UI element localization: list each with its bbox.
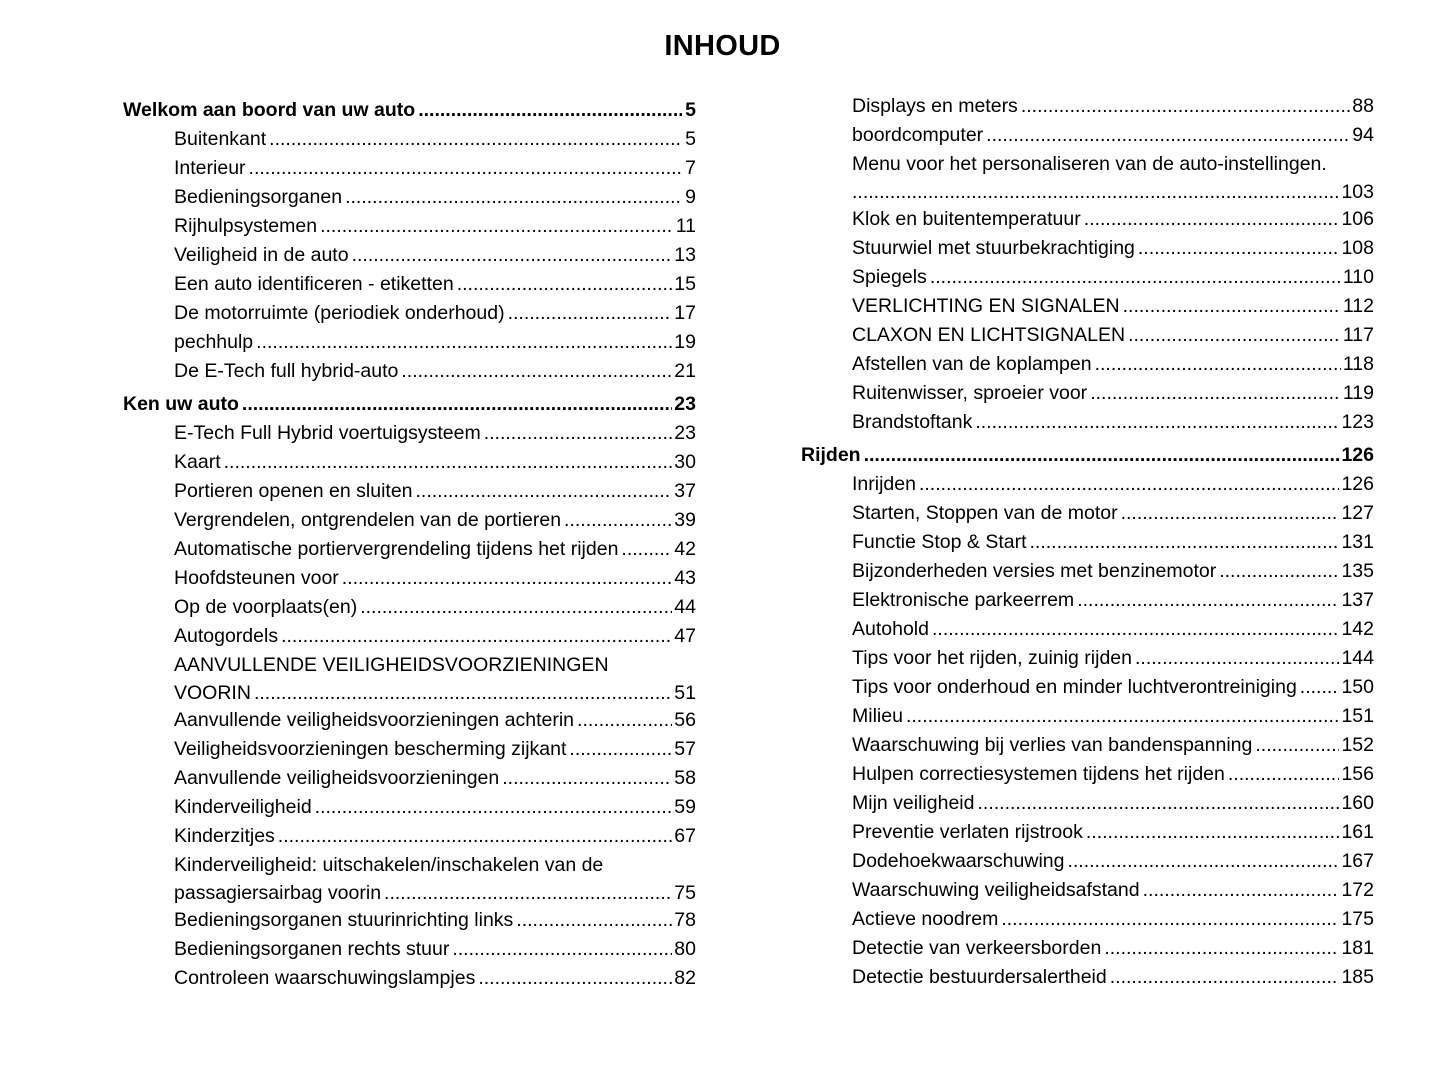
toc-entry[interactable] xyxy=(123,125,696,154)
toc-entry[interactable] xyxy=(801,702,1374,731)
toc-entry[interactable] xyxy=(123,764,696,793)
toc-column-right xyxy=(801,92,1374,992)
toc-page-number: 131 xyxy=(1341,531,1374,553)
toc-entry-label: Waarschuwing bij verlies van bandenspanning xyxy=(852,734,1253,756)
toc-entry-label: Afstellen van de koplampen xyxy=(852,353,1092,375)
toc-page-number: 44 xyxy=(674,596,696,618)
dot-leader xyxy=(564,506,672,535)
toc-entry[interactable] xyxy=(123,299,696,328)
toc-entry[interactable] xyxy=(123,535,696,564)
dot-leader xyxy=(1300,673,1340,702)
dot-leader xyxy=(342,564,673,593)
dot-leader xyxy=(269,125,682,154)
toc-page-number: 23 xyxy=(674,393,696,415)
toc-entry-label: Een auto identificeren - etiketten xyxy=(174,273,454,295)
toc-entry-label: Inrijden xyxy=(852,473,916,495)
toc-entry-label: Hulpen correctiesystemen tijdens het rijden xyxy=(852,763,1225,785)
dot-leader xyxy=(242,390,672,419)
toc-page-number: 47 xyxy=(674,625,696,647)
toc-page-number: 13 xyxy=(674,244,696,266)
dot-leader xyxy=(986,121,1350,150)
toc-entry-label: Veiligheidsvoorzieningen bescherming zijkant xyxy=(174,738,567,760)
toc-entry-label-continued: passagiersairbag voorin xyxy=(174,882,382,904)
toc-entry-label: Elektronische parkeerrem xyxy=(852,589,1075,611)
toc-entry[interactable] xyxy=(801,350,1374,379)
toc-entry-continuation xyxy=(852,179,1374,205)
dot-leader xyxy=(384,880,672,906)
toc-page-number: 17 xyxy=(674,302,696,324)
dot-leader xyxy=(457,270,673,299)
toc-page-number: 43 xyxy=(674,567,696,589)
toc-entry[interactable] xyxy=(801,499,1374,528)
toc-entry[interactable] xyxy=(801,615,1374,644)
dot-leader xyxy=(516,906,672,935)
dot-leader xyxy=(1030,528,1340,557)
toc-entry-label: Op de voorplaats(en) xyxy=(174,596,358,618)
toc-entry[interactable] xyxy=(801,876,1374,905)
toc-chapter-label: Ken uw auto xyxy=(123,393,239,415)
toc-page-number: 58 xyxy=(674,767,696,789)
toc-page-number: 118 xyxy=(1342,353,1374,375)
dot-leader xyxy=(621,535,672,564)
toc-entry[interactable] xyxy=(123,212,696,241)
toc-page-number: 123 xyxy=(1341,411,1374,433)
toc-entry[interactable] xyxy=(123,241,696,270)
toc-page-number: 7 xyxy=(685,157,696,179)
toc-entry[interactable] xyxy=(123,593,696,622)
toc-entry[interactable] xyxy=(801,789,1374,818)
toc-entry[interactable] xyxy=(123,154,696,183)
dot-leader xyxy=(1067,847,1339,876)
toc-page-number: 88 xyxy=(1352,95,1374,117)
toc-page-number: 59 xyxy=(674,796,696,818)
toc-entry-label: Aanvullende veiligheidsvoorzieningen achterin xyxy=(174,709,575,731)
dot-leader xyxy=(906,702,1340,731)
toc-entry-label: VERLICHTING EN SIGNALEN xyxy=(852,295,1120,317)
toc-entry[interactable] xyxy=(801,470,1374,499)
toc-page-number: 175 xyxy=(1341,908,1374,930)
dot-leader xyxy=(1084,205,1340,234)
dot-leader xyxy=(315,793,673,822)
page-title: INHOUD xyxy=(664,30,781,62)
toc-entry-label: Vergrendelen, ontgrendelen van de portieren xyxy=(174,509,562,531)
dot-leader xyxy=(254,680,672,706)
toc-page-number: 137 xyxy=(1341,589,1374,611)
toc-page-number: 119 xyxy=(1342,382,1374,404)
toc-page-number: 42 xyxy=(674,538,696,560)
dot-leader xyxy=(1128,321,1341,350)
dot-leader xyxy=(278,822,673,851)
toc-entry[interactable] xyxy=(123,419,696,448)
toc-entry-label: Waarschuwing veiligheidsafstand xyxy=(852,879,1140,901)
toc-page-number: 5 xyxy=(685,128,696,150)
dot-leader xyxy=(478,964,672,993)
toc-page-number: 30 xyxy=(674,451,696,473)
toc-entry-label: Brandstoftank xyxy=(852,411,973,433)
toc-page-number: 112 xyxy=(1342,295,1374,317)
toc-chapter-entry[interactable] xyxy=(801,441,1374,470)
toc-entry-label: Aanvullende veiligheidsvoorzieningen xyxy=(174,767,500,789)
toc-entry[interactable] xyxy=(801,905,1374,934)
toc-entry[interactable] xyxy=(801,150,1374,205)
toc-page-number: 172 xyxy=(1341,879,1374,901)
toc-column-left xyxy=(123,96,696,993)
toc-page-number: 150 xyxy=(1341,676,1374,698)
toc-entry-label: Kinderzitjes xyxy=(174,825,275,847)
toc-entry-label: CLAXON EN LICHTSIGNALEN xyxy=(852,324,1126,346)
toc-entry[interactable] xyxy=(801,673,1374,702)
toc-page-number: 103 xyxy=(1341,181,1374,203)
toc-page-number: 57 xyxy=(674,738,696,760)
dot-leader xyxy=(502,764,672,793)
dot-leader xyxy=(1090,379,1341,408)
dot-leader xyxy=(281,622,672,651)
toc-entry-label: Bedieningsorganen rechts stuur xyxy=(174,938,450,960)
toc-page-number: 156 xyxy=(1341,763,1374,785)
toc-page-number: 110 xyxy=(1342,266,1374,288)
dot-leader xyxy=(864,441,1340,470)
toc-entry-label: Portieren openen en sluiten xyxy=(174,480,413,502)
toc-entry[interactable] xyxy=(801,234,1374,263)
toc-entry-label: Functie Stop & Start xyxy=(852,531,1027,553)
toc-entry-label: E-Tech Full Hybrid voertuigsysteem xyxy=(174,422,481,444)
toc-page-number: 185 xyxy=(1341,966,1374,988)
toc-entry-label: Klok en buitentemperatuur xyxy=(852,208,1081,230)
dot-leader xyxy=(416,477,673,506)
dot-leader xyxy=(919,470,1339,499)
toc-page-number: 39 xyxy=(674,509,696,531)
dot-leader xyxy=(569,735,672,764)
toc-entry-label: De E-Tech full hybrid-auto xyxy=(174,360,399,382)
toc-page-number: 21 xyxy=(674,360,696,382)
toc-entry[interactable] xyxy=(801,528,1374,557)
toc-page-number: 181 xyxy=(1341,937,1374,959)
toc-chapter-label: Welkom aan boord van uw auto xyxy=(123,99,416,121)
toc-entry-label: Menu voor het personaliseren van de auto-instellingen. xyxy=(852,153,1327,175)
dot-leader xyxy=(224,448,673,477)
toc-entry[interactable] xyxy=(123,964,696,993)
toc-page-number: 80 xyxy=(674,938,696,960)
toc-entry-label: Buitenkant xyxy=(174,128,267,150)
toc-entry[interactable] xyxy=(123,935,696,964)
toc-entry-label: Autogordels xyxy=(174,625,279,647)
toc-entry-label: Kinderveiligheid: uitschakelen/inschakelen van de xyxy=(174,854,604,876)
dot-leader xyxy=(1021,92,1350,121)
toc-entry-label: Interieur xyxy=(174,157,246,179)
toc-entry-label: Actieve noodrem xyxy=(852,908,999,930)
toc-entry[interactable] xyxy=(123,822,696,851)
dot-leader xyxy=(484,419,673,448)
toc-entry-label: Ruitenwisser, sproeier voor xyxy=(852,382,1088,404)
dot-leader xyxy=(1123,292,1341,321)
toc-entry[interactable] xyxy=(801,379,1374,408)
toc-page-number: 23 xyxy=(674,422,696,444)
toc-entry-continuation xyxy=(174,880,696,906)
dot-leader xyxy=(352,241,673,270)
toc-entry-label: AANVULLENDE VEILIGHEIDSVOORZIENINGEN xyxy=(174,654,609,676)
toc-page-number: 82 xyxy=(674,967,696,989)
toc-page-number: 67 xyxy=(674,825,696,847)
dot-leader xyxy=(1228,760,1340,789)
toc-page-number: 126 xyxy=(1341,444,1374,466)
toc-entry-label: boordcomputer xyxy=(852,124,984,146)
toc-page-number: 108 xyxy=(1341,237,1374,259)
toc-page-number: 37 xyxy=(674,480,696,502)
dot-leader xyxy=(1104,934,1339,963)
toc-page-number: 160 xyxy=(1341,792,1374,814)
dot-leader xyxy=(320,212,674,241)
toc-entry[interactable] xyxy=(123,448,696,477)
dot-leader xyxy=(249,154,682,183)
toc-entry[interactable] xyxy=(801,644,1374,673)
toc-entry[interactable] xyxy=(123,270,696,299)
toc-entry[interactable] xyxy=(801,557,1374,586)
toc-page-number: 56 xyxy=(674,709,696,731)
dot-leader xyxy=(1255,731,1339,760)
toc-page-number: 15 xyxy=(674,273,696,295)
dot-leader xyxy=(1143,876,1340,905)
toc-entry-label: Autohold xyxy=(852,618,929,640)
toc-entry-label: Displays en meters xyxy=(852,95,1018,117)
toc-page-number: 106 xyxy=(1341,208,1374,230)
toc-page-number: 167 xyxy=(1341,850,1374,872)
toc-page-number: 5 xyxy=(685,99,696,121)
dot-leader xyxy=(1138,234,1340,263)
dot-leader xyxy=(977,789,1339,818)
dot-leader xyxy=(577,706,672,735)
toc-entry[interactable] xyxy=(801,321,1374,350)
toc-page-number: 117 xyxy=(1342,324,1374,346)
dot-leader xyxy=(1135,644,1339,673)
dot-leader xyxy=(1086,818,1340,847)
toc-entry[interactable] xyxy=(123,506,696,535)
toc-entry-label: Kinderveiligheid xyxy=(174,796,312,818)
toc-entry-label: Detectie bestuurdersalertheid xyxy=(852,966,1107,988)
dot-leader xyxy=(1110,963,1340,992)
toc-entry-label: Tips voor onderhoud en minder luchtverontreiniging xyxy=(852,676,1297,698)
toc-entry-continuation xyxy=(174,680,696,706)
dot-leader xyxy=(401,357,672,386)
toc-entry-label: pechhulp xyxy=(174,331,254,353)
toc-entry[interactable] xyxy=(801,847,1374,876)
toc-entry[interactable] xyxy=(801,92,1374,121)
toc-entry-label: Bedieningsorganen xyxy=(174,186,343,208)
toc-page-number: 161 xyxy=(1341,821,1374,843)
toc-entry[interactable] xyxy=(123,622,696,651)
toc-entry-label: Milieu xyxy=(852,705,903,727)
toc-entry-label: Rijhulpsystemen xyxy=(174,215,318,237)
toc-entry-label: Spiegels xyxy=(852,266,927,288)
dot-leader xyxy=(1219,557,1339,586)
toc-entry-label: Detectie van verkeersborden xyxy=(852,937,1102,959)
toc-entry[interactable] xyxy=(123,564,696,593)
toc-entry[interactable] xyxy=(801,760,1374,789)
toc-page-number: 126 xyxy=(1341,473,1374,495)
toc-entry-label-continued: VOORIN xyxy=(174,682,251,704)
toc-page-number: 11 xyxy=(675,215,696,237)
toc-entry[interactable] xyxy=(801,731,1374,760)
toc-entry-label: Mijn veiligheid xyxy=(852,792,975,814)
toc-entry[interactable] xyxy=(801,292,1374,321)
dot-leader xyxy=(452,935,672,964)
toc-entry-label: Kaart xyxy=(174,451,221,473)
toc-entry[interactable] xyxy=(801,934,1374,963)
toc-entry[interactable] xyxy=(123,357,696,386)
dot-leader xyxy=(1121,499,1340,528)
toc-page-number: 151 xyxy=(1341,705,1374,727)
toc-page-number: 152 xyxy=(1341,734,1374,756)
toc-entry[interactable] xyxy=(801,963,1374,992)
dot-leader xyxy=(1095,350,1341,379)
toc-page-number: 142 xyxy=(1341,618,1374,640)
dot-leader xyxy=(852,179,1339,205)
dot-leader xyxy=(930,263,1341,292)
toc-entry-label: Preventie verlaten rijstrook xyxy=(852,821,1083,843)
toc-entry-label: Dodehoekwaarschuwing xyxy=(852,850,1065,872)
toc-entry-label: Tips voor het rijden, zuinig rijden xyxy=(852,647,1132,669)
toc-entry[interactable] xyxy=(801,408,1374,437)
toc-entry[interactable] xyxy=(801,818,1374,847)
toc-chapter-entry[interactable] xyxy=(123,96,696,125)
toc-page-number: 94 xyxy=(1352,124,1374,146)
toc-entry-label: Automatische portiervergrendeling tijdens het rijden xyxy=(174,538,619,560)
dot-leader xyxy=(418,96,682,125)
toc-entry-label: Starten, Stoppen van de motor xyxy=(852,502,1118,524)
toc-entry[interactable] xyxy=(123,651,696,706)
toc-page-number: 127 xyxy=(1341,502,1374,524)
dot-leader xyxy=(1077,586,1339,615)
toc-page-number: 78 xyxy=(674,909,696,931)
toc-entry[interactable] xyxy=(123,477,696,506)
toc-entry-label: Bedieningsorganen stuurinrichting links xyxy=(174,909,514,931)
toc-entry[interactable] xyxy=(123,851,696,906)
toc-entry[interactable] xyxy=(123,328,696,357)
toc-entry[interactable] xyxy=(123,706,696,735)
dot-leader xyxy=(975,408,1339,437)
toc-entry-label: De motorruimte (periodiek onderhoud) xyxy=(174,302,505,324)
dot-leader xyxy=(508,299,673,328)
dot-leader xyxy=(932,615,1339,644)
toc-chapter-label: Rijden xyxy=(801,444,861,466)
toc-entry[interactable] xyxy=(123,906,696,935)
dot-leader xyxy=(256,328,672,357)
toc-page-number: 144 xyxy=(1341,647,1374,669)
toc-entry-label: Stuurwiel met stuurbekrachtiging xyxy=(852,237,1135,259)
toc-entry-label: Veiligheid in de auto xyxy=(174,244,349,266)
toc-page-number: 51 xyxy=(674,682,696,704)
toc-entry[interactable] xyxy=(123,735,696,764)
toc-page-number: 19 xyxy=(674,331,696,353)
toc-page-number: 135 xyxy=(1341,560,1374,582)
toc-page-number: 9 xyxy=(685,186,696,208)
toc-entry-label: Controleen waarschuwingslampjes xyxy=(174,967,476,989)
toc-entry-label: Bijzonderheden versies met benzinemotor xyxy=(852,560,1217,582)
dot-leader xyxy=(1001,905,1339,934)
toc-entry[interactable] xyxy=(801,586,1374,615)
toc-entry[interactable] xyxy=(123,183,696,212)
toc-entry[interactable] xyxy=(123,793,696,822)
toc-entry[interactable] xyxy=(801,121,1374,150)
toc-entry-label: Hoofdsteunen voor xyxy=(174,567,339,589)
toc-entry[interactable] xyxy=(801,205,1374,234)
toc-entry[interactable] xyxy=(801,263,1374,292)
toc-chapter-entry[interactable] xyxy=(123,390,696,419)
toc-page-number: 75 xyxy=(674,882,696,904)
dot-leader xyxy=(345,183,682,212)
dot-leader xyxy=(360,593,672,622)
